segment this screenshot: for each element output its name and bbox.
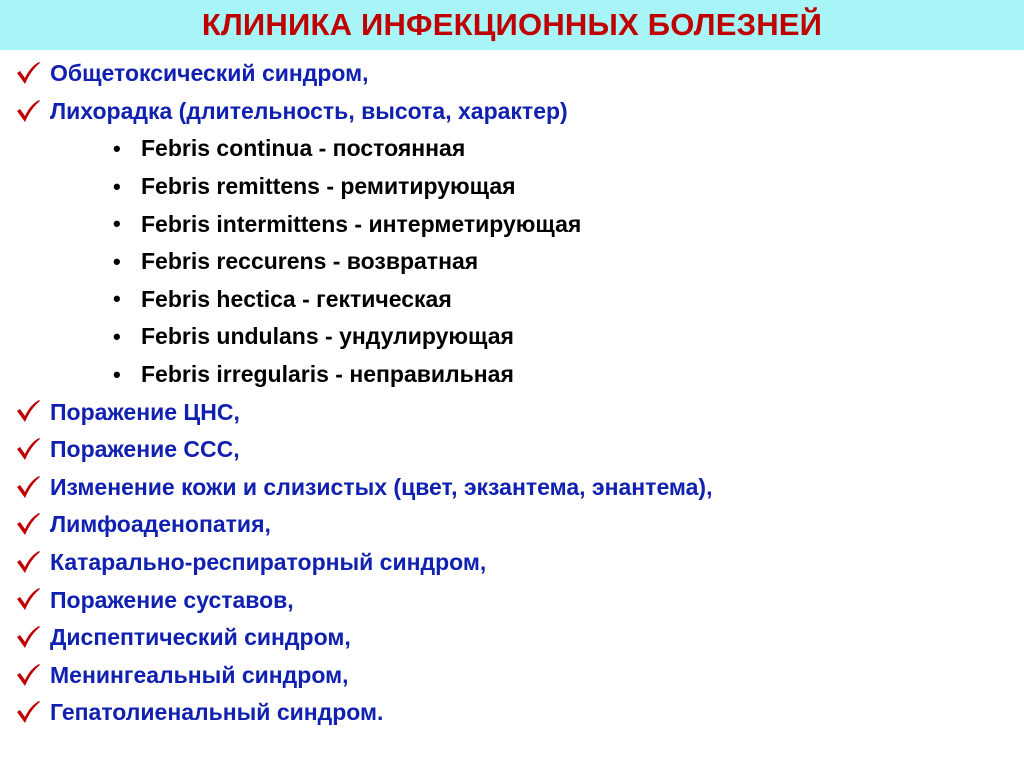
check-mark-icon xyxy=(14,473,42,501)
slide-title: КЛИНИКА ИНФЕКЦИОННЫХ БОЛЕЗНЕЙ xyxy=(201,7,823,42)
list-item-text: Гепатолиенальный синдром. xyxy=(50,699,384,726)
list-item-text: Лихорадка (длительность, высота, характер) xyxy=(50,97,568,124)
list-item-text: Диспептический синдром, xyxy=(50,624,351,651)
list-item-text: Лимфоаденопатия, xyxy=(50,511,271,538)
check-mark-icon xyxy=(14,661,42,689)
list-item-text: Поражение ССС, xyxy=(50,436,240,463)
sub-list-item xyxy=(0,318,1024,356)
sub-list-item xyxy=(0,130,1024,168)
list-item-text: Febris irregularis - неправильная xyxy=(141,361,514,388)
bullet-dot: • xyxy=(113,173,121,199)
check-list-item xyxy=(0,544,1024,582)
list-item-text: Катарально-респираторный синдром, xyxy=(50,549,487,576)
sub-list-item xyxy=(0,281,1024,319)
bullet-dot: • xyxy=(113,286,121,312)
check-mark-icon xyxy=(14,548,42,576)
bullet-dot: • xyxy=(113,211,121,237)
check-list-item xyxy=(0,469,1024,507)
check-mark-icon xyxy=(14,97,42,125)
list-item-text: Febris reccurens - возвратная xyxy=(141,248,479,275)
list-item-text: Поражение суставов, xyxy=(50,586,294,613)
list-item-text: Изменение кожи и слизистых (цвет, экзантема, энантема), xyxy=(50,473,713,500)
list-item-text: Febris intermittens - интерметирующая xyxy=(141,210,582,237)
title-bar xyxy=(0,0,1024,50)
check-list-item xyxy=(0,694,1024,732)
item-list xyxy=(0,55,1024,732)
check-mark-icon xyxy=(14,623,42,651)
list-item-text: Febris undulans - ундулирующая xyxy=(141,323,514,350)
sub-list-item xyxy=(0,168,1024,206)
check-mark-icon xyxy=(14,510,42,538)
check-list-item xyxy=(0,619,1024,657)
sub-list-item xyxy=(0,243,1024,281)
check-mark-icon xyxy=(14,585,42,613)
bullet-dot: • xyxy=(113,361,121,387)
bullet-dot: • xyxy=(113,135,121,161)
sub-list-item xyxy=(0,205,1024,243)
list-item-text: Менингеальный синдром, xyxy=(50,661,349,688)
bullet-dot: • xyxy=(113,248,121,274)
sub-list-item xyxy=(0,356,1024,394)
check-mark-icon xyxy=(14,59,42,87)
check-list-item xyxy=(0,93,1024,131)
check-list-item xyxy=(0,393,1024,431)
check-mark-icon xyxy=(14,435,42,463)
list-item-text: Общетоксический синдром, xyxy=(50,60,369,87)
check-list-item xyxy=(0,506,1024,544)
check-list-item xyxy=(0,55,1024,93)
check-list-item xyxy=(0,431,1024,469)
list-item-text: Поражение ЦНС, xyxy=(50,398,240,425)
check-list-item xyxy=(0,657,1024,695)
check-mark-icon xyxy=(14,397,42,425)
check-mark-icon xyxy=(14,698,42,726)
list-item-text: Febris continua - постоянная xyxy=(141,135,466,162)
list-item-text: Febris remittens - ремитирующая xyxy=(141,173,516,200)
bullet-dot: • xyxy=(113,323,121,349)
check-list-item xyxy=(0,581,1024,619)
list-item-text: Febris hectica - гектическая xyxy=(141,285,452,312)
